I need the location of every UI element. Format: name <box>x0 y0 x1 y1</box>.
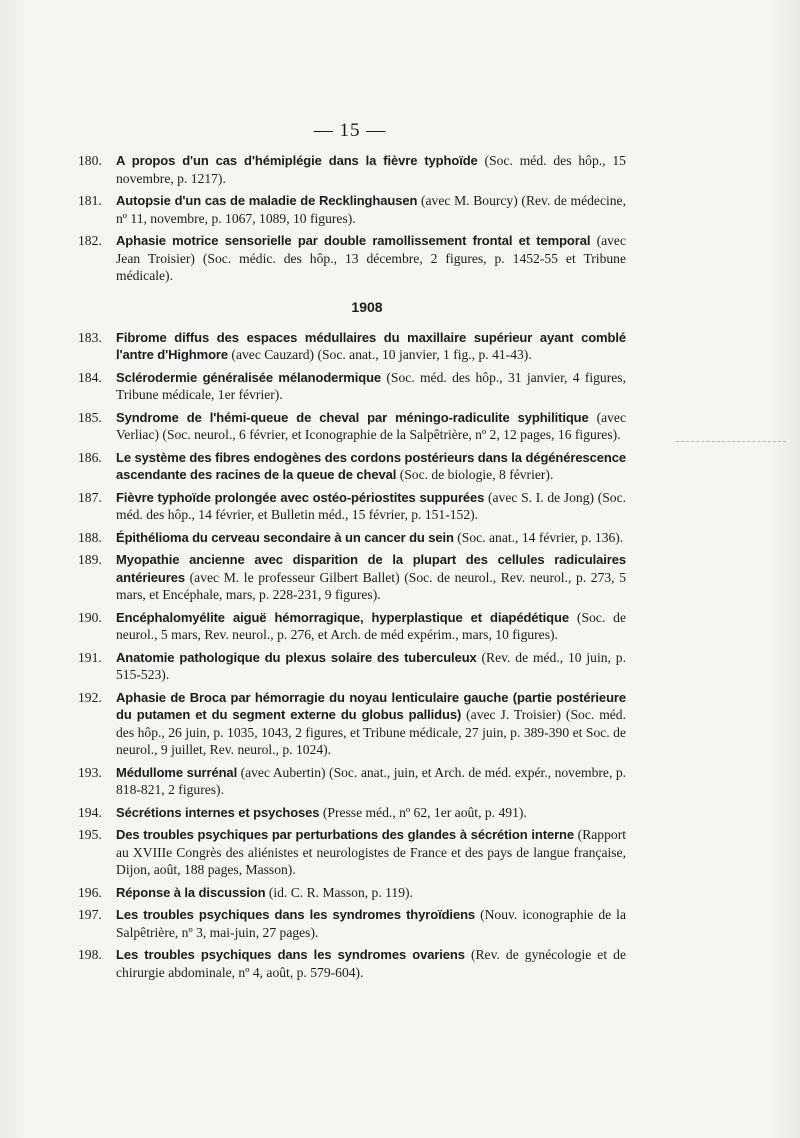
entry-title: Anatomie pathologique du plexus solaire des tuberculeux <box>116 649 477 665</box>
entry-title: Sécrétions internes et psychoses <box>116 804 320 820</box>
entry-title: Réponse à la discussion <box>116 884 266 900</box>
entry-reference: (id. C. R. Masson, p. 119). <box>268 884 413 900</box>
bibliography-entry <box>78 906 626 941</box>
entry-reference: (Soc. de neurol., 5 mars, Rev. neurol., p. 276, et Arch. de méd expérim., mars, 10 figures). <box>116 609 626 642</box>
bibliography-entry <box>78 689 626 759</box>
entry-reference: (Nouv. iconographie de la Salpêtrière, nº 3, mai-juin, 27 pages). <box>116 907 626 940</box>
margin-dash-mark <box>676 441 786 442</box>
entry-title: Autopsie d'un cas de maladie de Recklinghausen <box>116 193 418 208</box>
entry-number: 183. <box>78 329 102 345</box>
entry-number: 181. <box>78 193 102 208</box>
bibliography-entry <box>78 369 626 404</box>
entries-1908 <box>78 329 626 982</box>
entry-reference: (avec Verliac) (Soc. neurol., 6 février, et Iconographie de la Salpêtrière, nº 2, 12 pages, 16 figures). <box>116 409 627 442</box>
bibliography-list <box>78 152 626 986</box>
entry-title: Myopathie ancienne avec disparition de la plupart des cellules radiculaires antérieures <box>116 552 626 585</box>
bibliography-entry <box>78 551 626 604</box>
entry-title: Médullome surrénal <box>116 764 238 780</box>
entry-number: 192. <box>78 689 102 705</box>
entry-number: 194. <box>78 804 102 820</box>
bibliography-entry <box>78 232 626 285</box>
entry-title: Aphasie motrice sensorielle par double ramollissement frontal et temporal <box>116 233 591 248</box>
bibliography-entry <box>78 329 626 364</box>
entry-reference: (avec S. I. de Jong) (Soc. méd. des hôp., 14 février, et Bulletin méd., 15 février, p. 151-152). <box>116 489 627 522</box>
entry-reference: (Soc. méd. des hôp., 15 novembre, p. 1217). <box>116 153 626 186</box>
entry-number: 189. <box>78 552 102 567</box>
bibliography-entry <box>78 529 626 547</box>
entry-reference: (avec M. Bourcy) (Rev. de médecine, nº 11, novembre, p. 1067, 1089, 10 figures). <box>116 193 626 226</box>
entry-reference: (Rev. de méd., 10 juin, p. 515-523). <box>116 649 626 682</box>
entry-reference: (Soc. anat., 14 février, p. 136). <box>457 529 624 545</box>
entry-number: 185. <box>78 409 102 425</box>
bibliography-entry <box>78 449 626 484</box>
entry-reference: (Rapport au XVIIIe Congrès des aliénistes et neurologistes de France et des pays de langue française, Dijon, août, 188 pages, Masson). <box>116 827 626 877</box>
entry-number: 184. <box>78 369 102 385</box>
bibliography-entry <box>78 409 626 444</box>
entry-reference: (Rev. de gynécologie et de chirurgie abdominale, nº 4, août, p. 579-604). <box>116 947 626 980</box>
entry-title: Fibrome diffus des espaces médullaires du maxillaire supérieur ayant comblé l'antre d'Highmore <box>116 329 626 362</box>
entry-number: 191. <box>78 649 102 665</box>
entry-number: 186. <box>78 449 102 465</box>
entry-number: 187. <box>78 489 102 505</box>
entry-title: Les troubles psychiques dans les syndromes ovariens <box>116 947 465 962</box>
entry-number: 195. <box>78 827 102 842</box>
entry-title: A propos d'un cas d'hémiplégie dans la fièvre typhoïde <box>116 153 478 168</box>
year-heading: 1908 <box>351 298 383 315</box>
page-number: — 15 — <box>313 120 387 141</box>
entry-title: Les troubles psychiques dans les syndromes thyroïdiens <box>116 907 476 922</box>
entry-title: Encéphalomyélite aiguë hémorragique, hyperplastique et diapédétique <box>116 609 569 625</box>
bibliography-entry <box>78 764 626 799</box>
entry-reference: (Presse méd., nº 62, 1er août, p. 491). <box>322 804 527 820</box>
entry-reference: (avec Aubertin) (Soc. anat., juin, et Arch. de méd. expér., novembre, p. 818-821, 2 figures). <box>116 764 627 797</box>
entry-number: 198. <box>78 947 102 962</box>
bibliography-entry <box>78 826 626 879</box>
bibliography-entry <box>78 152 626 187</box>
bibliography-entry <box>78 804 626 822</box>
entry-number: 196. <box>78 884 102 900</box>
bibliography-entry <box>78 946 626 981</box>
entry-title: Syndrome de l'hémi-queue de cheval par méningo-radiculite syphilitique <box>116 409 589 425</box>
entry-reference: (avec M. le professeur Gilbert Ballet) (Soc. de neurol., Rev. neurol., p. 273, 5 mars, et Encéphale, mars, p. 228-231, 9 figures). <box>116 569 627 602</box>
entry-title: Aphasie de Broca par hémorragie du noyau lenticulaire gauche (partie postérieure du putamen et du segment externe du globus pallidus) <box>116 689 626 722</box>
bibliography-entry <box>78 609 626 644</box>
bibliography-entry <box>78 192 626 227</box>
entry-reference: (avec Jean Troisier) (Soc. médic. des hôp., 13 décembre, 2 figures, p. 1452-55 et Tribune médicale). <box>116 233 626 283</box>
entry-number: 182. <box>78 233 102 248</box>
entry-title: Épithélioma du cerveau secondaire à un cancer du sein <box>116 529 454 545</box>
entry-reference: (avec J. Troisier) (Soc. méd. des hôp., 26 juin, p. 1035, 1043, 2 figures, et Tribune médicale, 27 juin, p. 389-390 et Soc. de neurol., 9 juillet, Rev. neurol., p. 1024). <box>116 707 626 757</box>
entry-number: 190. <box>78 609 102 625</box>
entry-reference: (Soc. de biologie, 8 février). <box>399 467 554 482</box>
bibliography-entry <box>78 649 626 684</box>
entry-number: 188. <box>78 529 102 545</box>
bibliography-entry <box>78 884 626 902</box>
entry-title: Des troubles psychiques par perturbations des glandes à sécrétion interne <box>116 827 575 842</box>
bibliography-entry <box>78 489 626 524</box>
entry-reference: (Soc. méd. des hôp., 31 janvier, 4 figures, Tribune médicale, 1er février). <box>116 369 626 402</box>
entry-number: 193. <box>78 764 102 780</box>
entry-title: Le système des fibres endogènes des cordons postérieurs dans la dégénérescence ascendante des racines de la queue de cheval <box>116 449 626 482</box>
entry-reference: (avec Cauzard) (Soc. anat., 10 janvier, 1 fig., p. 41-43). <box>231 347 532 362</box>
entry-title: Fièvre typhoïde prolongée avec ostéo-périostites suppurées <box>116 489 485 505</box>
entry-number: 180. <box>78 153 102 168</box>
entries-1907 <box>78 152 626 285</box>
entry-title: Sclérodermie généralisée mélanodermique <box>116 369 382 385</box>
entry-number: 197. <box>78 907 102 922</box>
